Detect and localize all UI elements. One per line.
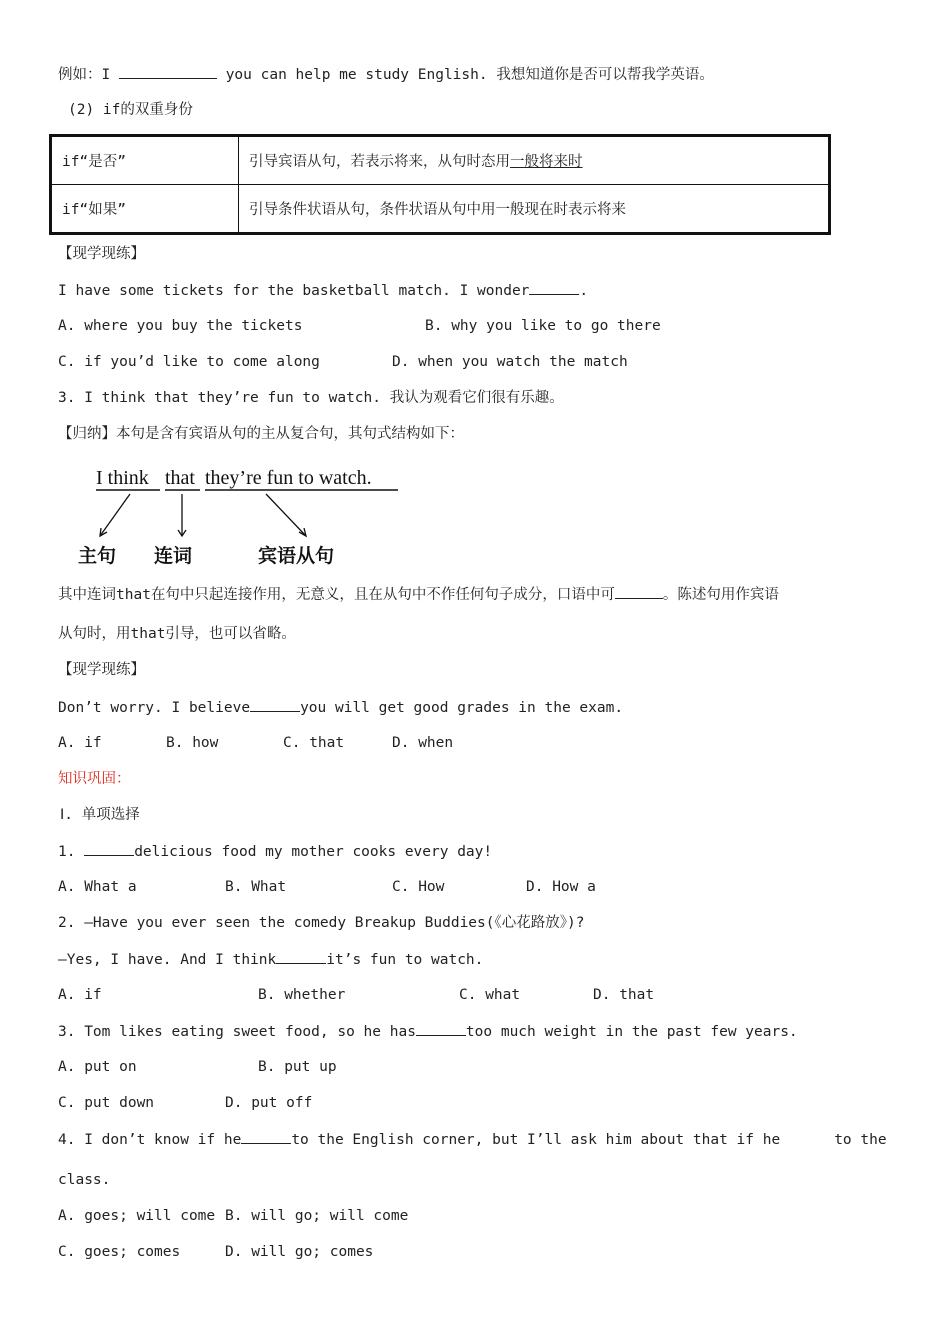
question-3 xyxy=(58,1021,798,1042)
section-heading: Ⅰ. 单项选择 xyxy=(60,807,140,823)
question-4b: class. xyxy=(58,1172,111,1188)
option-d: D. that xyxy=(593,987,655,1003)
explain-text: 。陈述句用作宾语 xyxy=(662,587,779,603)
option-d: D. How a xyxy=(526,879,596,895)
label-object-clause: 宾语从句 xyxy=(258,545,335,567)
example-line xyxy=(58,64,714,85)
answer-blank xyxy=(416,1021,466,1036)
question-text: you will get good grades in the exam. xyxy=(300,700,624,716)
diagram-main-clause: I think xyxy=(96,467,149,489)
option-d: D. when xyxy=(392,735,454,751)
arrow-main xyxy=(100,494,130,536)
desc-text: 引导宾语从句，若表示将来，从句时态用 xyxy=(249,154,510,170)
question-text: delicious food my mother cooks every day! xyxy=(134,844,493,860)
answer-blank xyxy=(84,841,134,856)
option-b: B. why you like to go there xyxy=(425,318,661,334)
option-b: B. What xyxy=(225,879,287,895)
question-tickets xyxy=(58,280,588,301)
option-a: A. if xyxy=(58,987,102,1003)
question-2b xyxy=(58,949,483,970)
answer-blank xyxy=(615,584,663,599)
question-text: to the xyxy=(834,1132,887,1148)
consolidate-heading: 知识巩固： xyxy=(58,771,131,787)
option-c: C. that xyxy=(283,735,345,751)
option-a: A. goes; will come xyxy=(58,1208,216,1224)
practice-tag: 【现学现练】 xyxy=(58,662,145,678)
diagram-object-clause: they’re fun to watch. xyxy=(205,467,372,489)
option-b: B. will go; will come xyxy=(225,1208,409,1224)
option-c: C. goes; comes xyxy=(58,1244,181,1260)
table-cell-label: if“如果” xyxy=(51,185,239,234)
option-a: A. where you buy the tickets xyxy=(58,318,303,334)
question-worry xyxy=(58,697,623,718)
question-text: to the English corner, but I’ll ask him about that if he xyxy=(291,1132,781,1148)
answer-blank xyxy=(529,280,579,295)
example-post: you can help me study English. 我想知道你是否可以帮我学英语。 xyxy=(216,67,714,83)
if-heading: (2) if的双重身份 xyxy=(68,102,193,118)
example-pre: 例如：I xyxy=(58,67,119,83)
table-cell-desc xyxy=(239,136,830,185)
question-text: 4. I don’t know if he xyxy=(58,1132,242,1148)
desc-underlined: 一般将来时 xyxy=(510,154,583,170)
diagram-conjunction: that xyxy=(165,467,195,489)
option-d: D. will go; comes xyxy=(225,1244,374,1260)
option-c: C. How xyxy=(392,879,445,895)
option-b: B. whether xyxy=(258,987,346,1003)
question-text: it’s fun to watch. xyxy=(326,952,484,968)
desc-text: 引导条件状语从句，条件状语从句中用一般现在时表示将来 xyxy=(249,202,626,218)
option-b: B. put up xyxy=(258,1059,337,1075)
question-text: 3. Tom likes eating sweet food, so he has xyxy=(58,1024,416,1040)
sentence-3: 3. I think that they’re fun to watch. 我认为观看它们很有乐趣。 xyxy=(58,390,564,406)
question-1 xyxy=(58,841,492,862)
question-2a: 2. —Have you ever seen the comedy Breakup Buddies(《心花路放》)? xyxy=(58,915,585,931)
explain-text: 其中连词that在句中只起连接作用，无意义，且在从句中不作任何句子成分，口语中可 xyxy=(58,587,615,603)
option-c: C. if you’d like to come along xyxy=(58,354,320,370)
table-cell-desc xyxy=(239,185,830,234)
answer-blank xyxy=(250,697,300,712)
table-row xyxy=(51,185,830,234)
option-c: C. put down xyxy=(58,1095,155,1111)
question-text: . xyxy=(579,283,589,299)
answer-blank xyxy=(276,949,326,964)
question-text: I have some tickets for the basketball match. I wonder xyxy=(58,283,530,299)
option-a: A. put on xyxy=(58,1059,137,1075)
if-usage-table xyxy=(49,134,831,235)
option-a: A. if xyxy=(58,735,102,751)
question-text: Don’t worry. I believe xyxy=(58,700,251,716)
answer-blank xyxy=(119,64,217,79)
explain-line-1 xyxy=(58,584,779,605)
question-text: too much weight in the past few years. xyxy=(465,1024,798,1040)
option-a: A. What a xyxy=(58,879,137,895)
option-b: B. how xyxy=(166,735,219,751)
option-c: C. what xyxy=(459,987,521,1003)
table-cell-label: if“是否” xyxy=(51,136,239,185)
label-conjunction: 连词 xyxy=(154,545,193,567)
question-4a xyxy=(58,1129,887,1150)
summary-line: 【归纳】本句是含有宾语从句的主从复合句，其句式结构如下： xyxy=(58,426,464,442)
question-text: —Yes, I have. And I think xyxy=(58,952,277,968)
arrow-clause xyxy=(266,494,306,536)
sentence-structure-diagram xyxy=(70,462,410,572)
option-d: D. when you watch the match xyxy=(392,354,628,370)
answer-blank xyxy=(241,1129,291,1144)
question-text: 1. xyxy=(58,844,85,860)
explain-line-2: 从句时，用that引导，也可以省略。 xyxy=(58,626,296,642)
option-d: D. put off xyxy=(225,1095,313,1111)
label-main-clause: 主句 xyxy=(78,545,117,567)
table-row xyxy=(51,136,830,185)
practice-tag: 【现学现练】 xyxy=(58,246,145,262)
